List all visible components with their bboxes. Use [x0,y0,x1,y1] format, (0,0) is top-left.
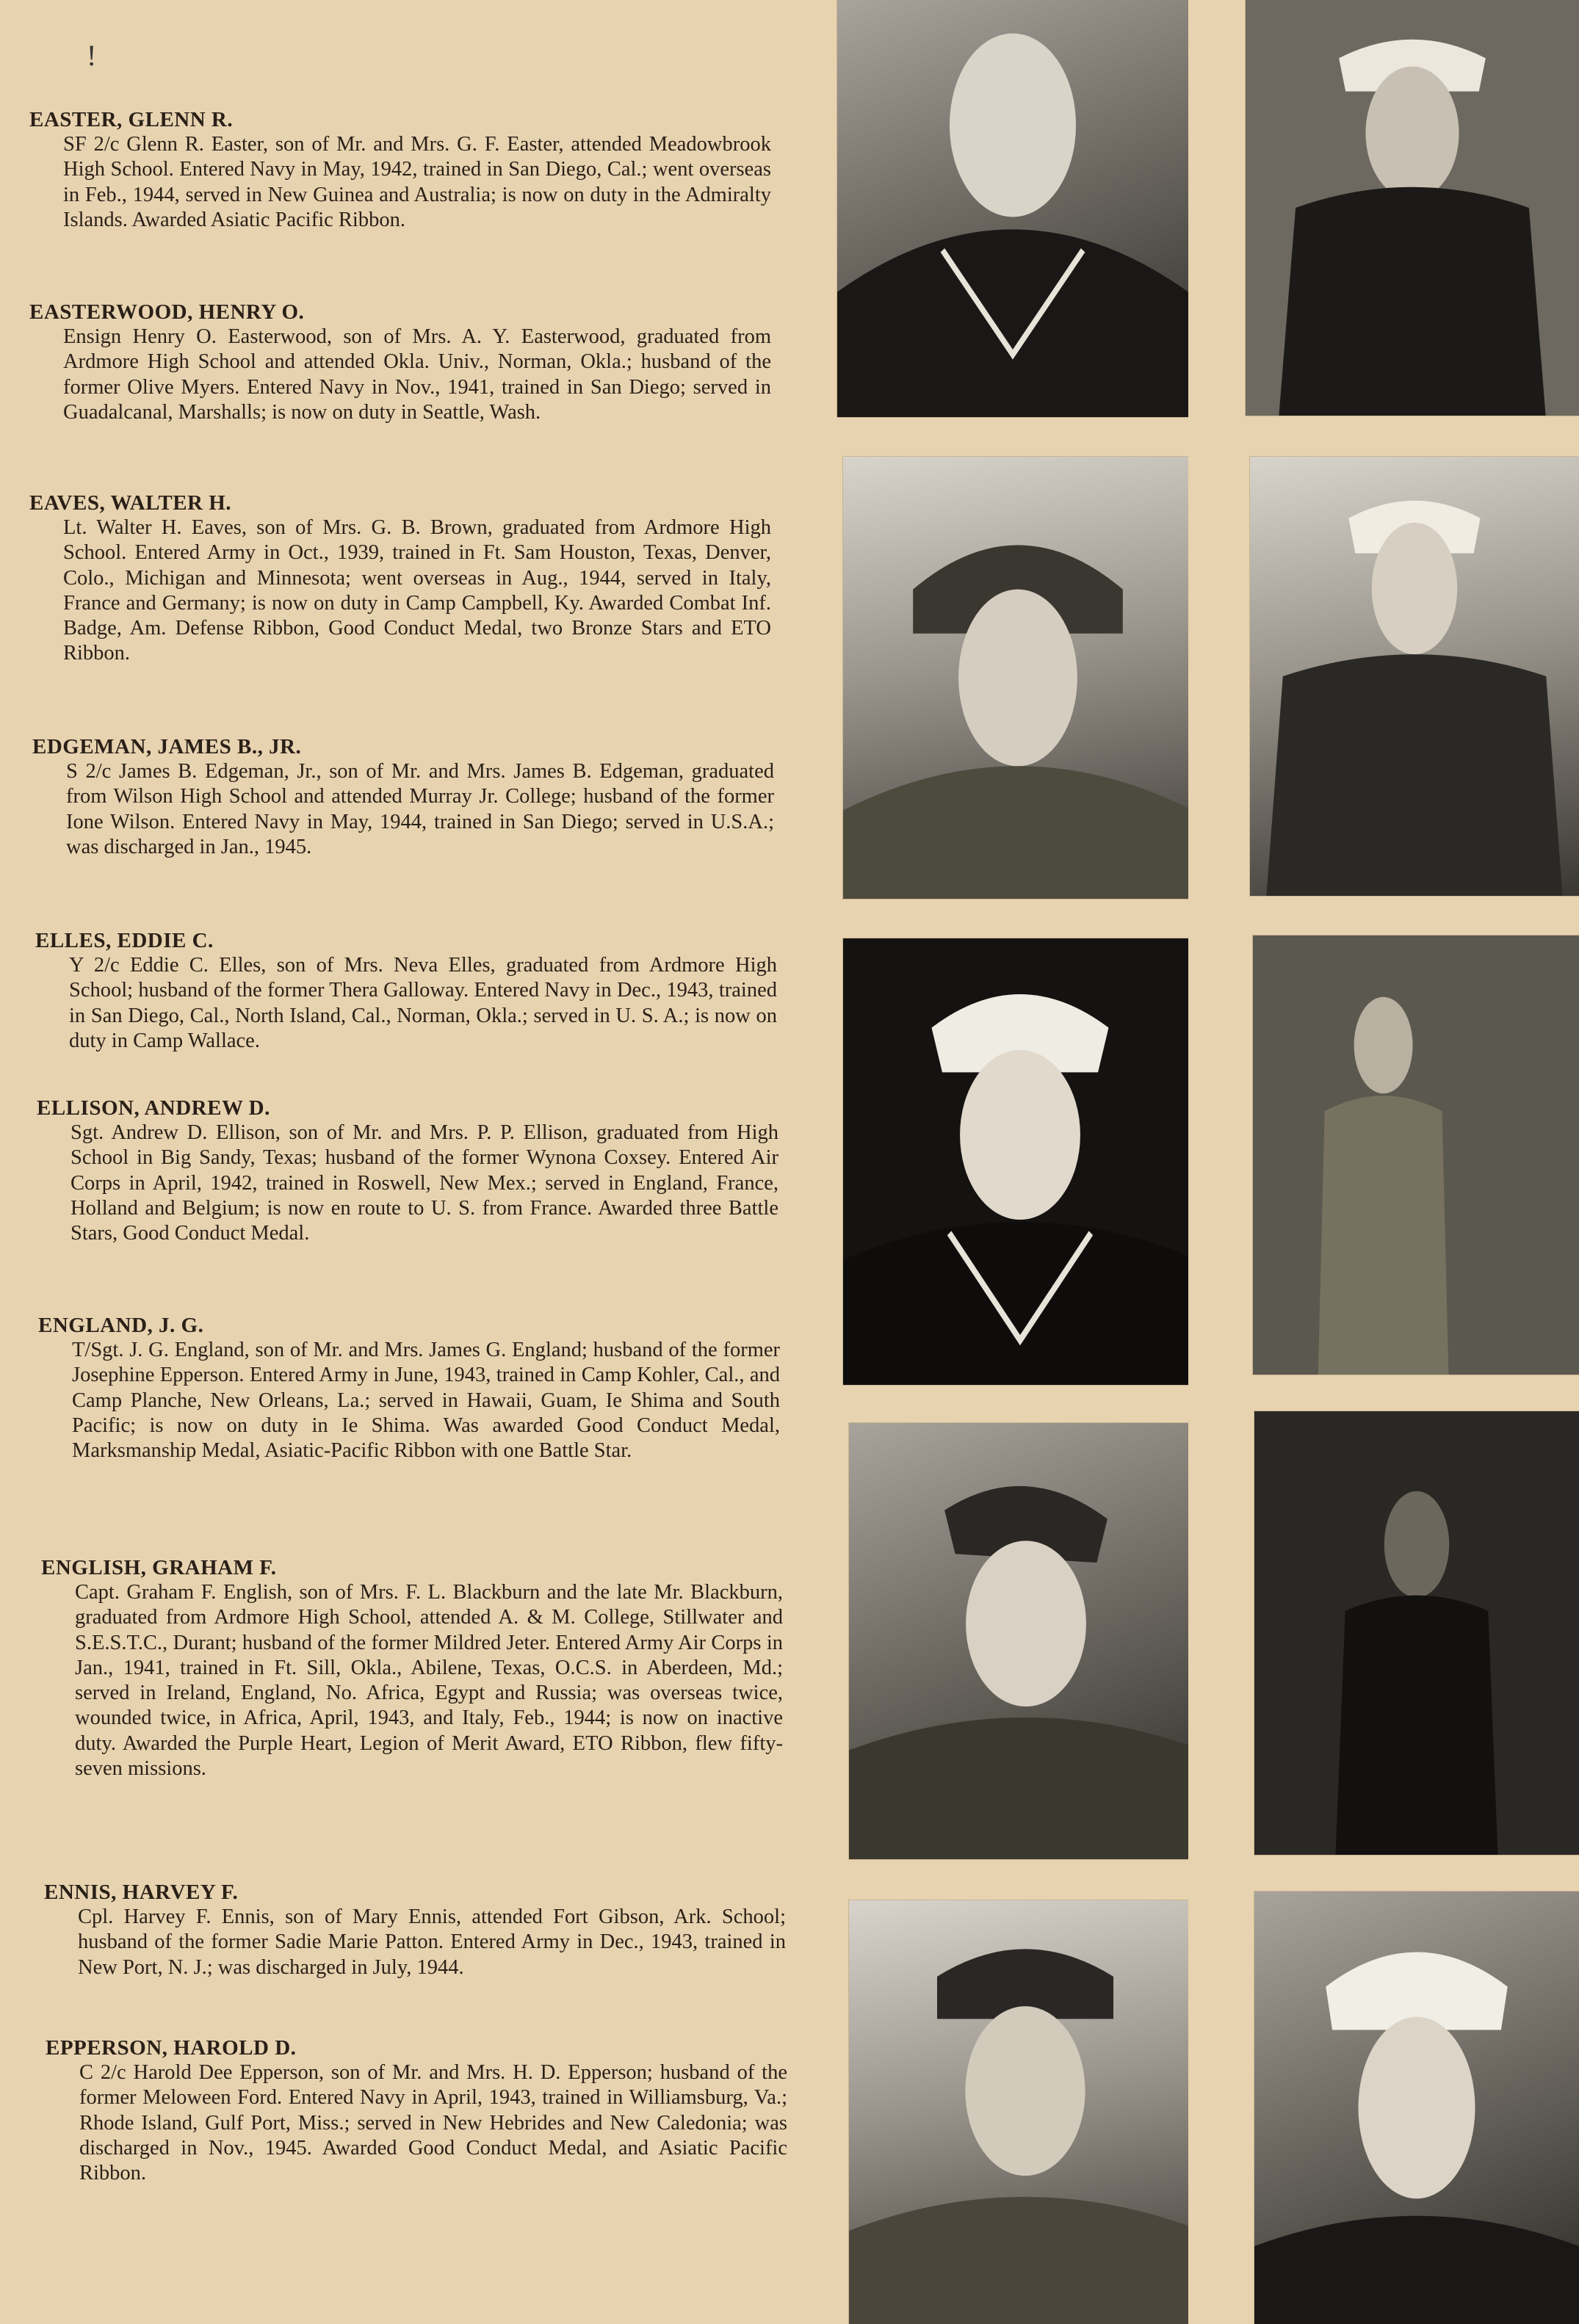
portrait-photo [1253,935,1579,1375]
bio-name: EASTERWOOD, HENRY O. [29,300,305,324]
portrait-photo [1254,1411,1579,1855]
portrait-photo [1254,1892,1579,2324]
column-gutter [1188,0,1225,2324]
bio-text: Lt. Walter H. Eaves, son of Mrs. G. B. Brown, graduated from Ardmore High School. Entered Army in Oct., 1939, trained in Ft. Sam Houston, Texas, Denver, Colo., Michigan and Minnesota; went overseas in Aug., 1944, served in Italy, France and Germany; is now on duty in Camp Campbell, Ky. Awarded Combat Inf. Badge, Am. Defense Ribbon, Good Conduct Medal, two Bronze Stars and ETO Ribbon. [63,516,771,665]
bio-text: Capt. Graham F. English, son of Mrs. F. L. Blackburn and the late Mr. Blackburn, graduated from Ardmore High School, attended A. & M. College, Stillwater and S.E.S.T.C., Durant; husband of the former Mildred Jeter. Entered Army Air Corps in Jan., 1941, trained in Ft. Sill, Okla., Abilene, Texas, O.C.S. in Aberdeen, Md.; served in Ireland, England, No. Africa, Egypt and Russia; was overseas twice, wounded twice, in Africa, April, 1943, and Italy, Feb., 1944; is now on inactive duty. Awarded the Purple Heart, Legion of Merit Award, ETO Ribbon, flew fifty-seven missions. [75,1581,783,1781]
bio-text: T/Sgt. J. G. England, son of Mr. and Mrs. James G. England; husband of the former Josephine Epperson. Entered Army in June, 1943, trained in Camp Kohler, Cal., and Camp Planche, New Orleans, La.; served in Hawaii, Guam, Ie Shima and South Pacific; is now on duty in Ie Shima. Was awarded Good Conduct Medal, Marksmanship Medal, Asiatic-Pacific Ribbon with one Battle Star. [72,1339,780,1463]
bio-name: ELLES, EDDIE C. [35,929,214,952]
portrait-photo [837,0,1188,417]
bio-entry [29,490,771,667]
bio-text: SF 2/c Glenn R. Easter, son of Mr. and Mrs. G. F. Easter, attended Meadowbrook High School. Entered Navy in May, 1942, trained in San Diego, Cal.; went overseas in Feb., 1944, served in New Guinea and Australia; is now on duty in the Admiralty Islands. Awarded Asiatic Pacific Ribbon. [63,133,771,231]
bio-text: Sgt. Andrew D. Ellison, son of Mr. and Mrs. P. P. Ellison, graduated from High School in Big Sandy, Texas; husband of the former Wynona Coxsey. Entered Air Corps in April, 1942, trained in Roswell, New Mex.; served in England, France, Holland and Belgium; is now en route to U. S. from France. Awarded three Battle Stars, Good Conduct Medal. [71,1121,778,1245]
bio-name: EDGEMAN, JAMES B., JR. [32,735,302,759]
portrait-photo [849,1900,1202,2324]
bio-entry [29,107,771,233]
bio-name: EAVES, WALTER H. [29,491,232,515]
portrait-photo [843,938,1197,1385]
bio-name: ELLISON, ANDREW D. [37,1096,270,1120]
bio-name: ENGLAND, J. G. [38,1314,204,1337]
bio-name: ENGLISH, GRAHAM F. [41,1556,277,1579]
bio-name: EASTER, GLENN R. [29,108,234,131]
page-mark: ! [87,39,97,72]
bio-entry [44,1880,786,1980]
bio-entry [38,1313,780,1463]
bio-text: S 2/c James B. Edgeman, Jr., son of Mr. and Mrs. James B. Edgeman, graduated from Wilson High School and attended Murray Jr. College; husband of the former Ione Wilson. Entered Navy in May, 1944, trained in San Diego; served in U.S.A.; was discharged in Jan., 1945. [66,760,774,858]
bio-entry [35,928,777,1054]
bio-text: Y 2/c Eddie C. Elles, son of Mrs. Neva Elles, graduated from Ardmore High School; husband of the former Thera Galloway. Entered Navy in Dec., 1943, trained in San Diego, Cal., North Island, Cal., Norman, Okla.; served in U. S. A.; is now on duty in Camp Wallace. [69,954,777,1052]
bio-entry [29,300,771,425]
bio-entry [41,1555,783,1781]
bio-entry [32,734,774,860]
bio-entry [37,1096,778,1246]
bio-text: C 2/c Harold Dee Epperson, son of Mr. and Mrs. H. D. Epperson; husband of the former Meloween Ford. Entered Navy in April, 1943, trained in Williamsburg, Va.; Rhode Island, Gulf Port, Miss.; served in New Hebrides and New Caledonia; was discharged in Nov., 1945. Awarded Good Conduct Medal, and Asiatic Pacific Ribbon. [79,2061,787,2185]
bio-text: Cpl. Harvey F. Ennis, son of Mary Ennis, attended Fort Gibson, Ark. School; husband of the former Sadie Marie Patton. Entered Army in Dec., 1943, trained in New Port, N. J.; was discharged in July, 1944. [78,1905,786,1979]
portrait-photo [849,1423,1203,1859]
bio-name: EPPERSON, HAROLD D. [46,2036,297,2060]
portrait-photo [1250,457,1579,896]
bio-name: ENNIS, HARVEY F. [44,1880,239,1904]
bio-text: Ensign Henry O. Easterwood, son of Mrs. A. Y. Easterwood, graduated from Ardmore High School and attended Okla. Univ., Norman, Okla.; husband of the former Olive Myers. Entered Navy in Nov., 1941, trained in San Diego; served in Guadalcanal, Marshalls; is now on duty in Seattle, Wash. [63,325,771,424]
bio-entry [46,2035,787,2186]
portrait-photo [1246,0,1579,416]
portrait-photo [843,457,1193,899]
